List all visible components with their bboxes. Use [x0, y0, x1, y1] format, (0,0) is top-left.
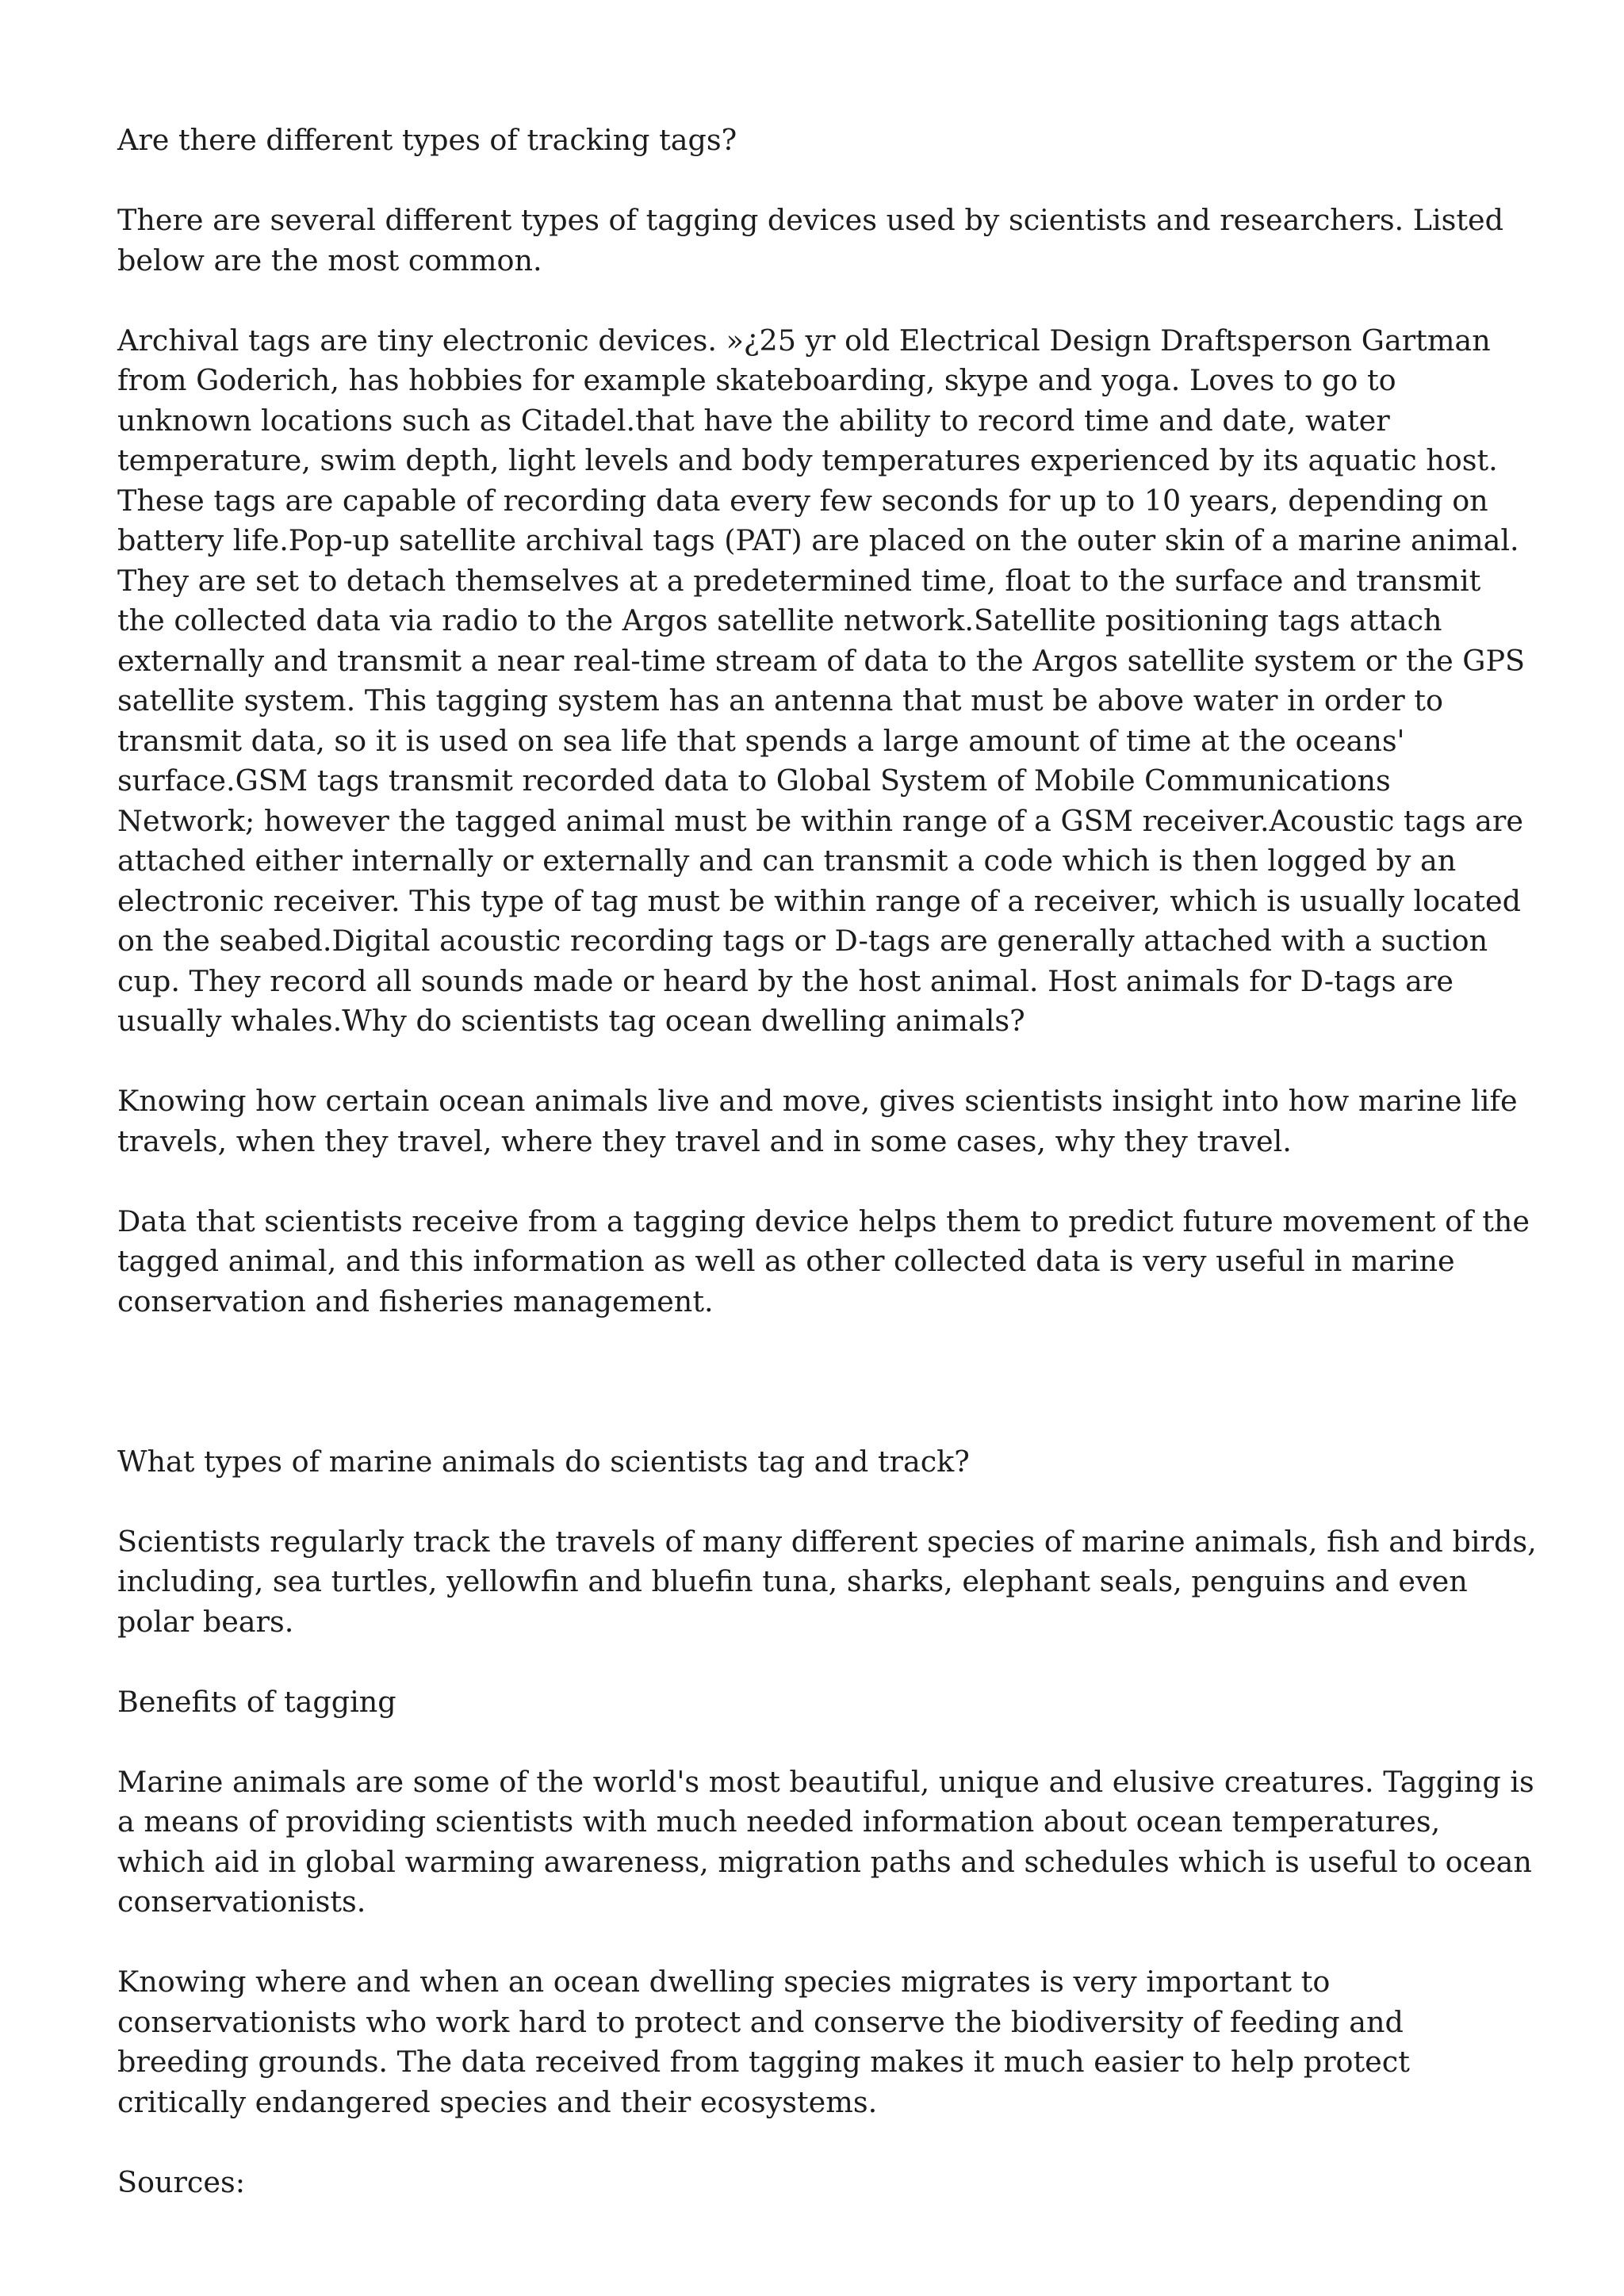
question-heading-tag-types: Are there different types of tracking tags?: [117, 123, 737, 157]
paragraph-data-usefulness: Data that scientists receive from a tagging device helps them to predict future movement of the tagged animal, and this information as well as other collected data is very useful in marine conservation and fisheries management.: [117, 1203, 1530, 1318]
paragraph-tag-types: Archival tags are tiny electronic devices. »¿25 yr old Electrical Design Draftsperson Gartman from Goderich, has hobbies for example skateboarding, skype and yoga. Loves to go to unknown locations such as Citadel.that have the ability to record time and date, water temperature, swim depth, light levels and body temperatures experienced by its aquatic host. These tags are capable of recording data every few seconds for up to 10 years, depending on battery life.Pop-up satellite archival tags (PAT) are placed on the outer skin of a marine animal. They are set to detach themselves at a predetermined time, float to the surface and transmit the collected data via radio to the Argos satellite network.Satellite positioning tags attach externally and transmit a near real-time stream of data to the Argos satellite system or the GPS satellite system. This tagging system has an antenna that must be above water in order to transmit data, so it is used on sea life that spends a large amount of time at the oceans' surface.GSM tags transmit recorded data to Global System of Mobile Communications Network; however the tagged animal must be within range of a GSM receiver.Acoustic tags are attached either internally or externally and can transmit a code which is then logged by an electronic receiver. This type of tag must be within range of a receiver, which is usually located on the seabed.Digital acoustic recording tags or D-tags are generally attached with a suction cup. They record all sounds made or heard by the host animal. Host animals for D-tags are usually whales.Why do scientists tag ocean dwelling animals?: [117, 323, 1526, 1038]
document-body: [117, 121, 1537, 2243]
paragraph-species: Scientists regularly track the travels of many different species of marine animals, fish and birds, including, sea turtles, yellowfin and bluefin tuna, sharks, elephant seals, penguins and even polar bears.: [117, 1524, 1537, 1639]
heading-benefits: Benefits of tagging: [117, 1684, 396, 1719]
paragraph-conservation: Knowing where and when an ocean dwelling species migrates is very important to conservationists who work hard to protect and conserve the biodiversity of feeding and breeding grounds. The data received from tagging makes it much easier to help protect critically endangered species and their ecosystems.: [117, 1965, 1410, 2119]
paragraph-intro: There are several different types of tagging devices used by scientists and researchers. Listed below are the most common.: [117, 203, 1504, 277]
paragraph-insight: Knowing how certain ocean animals live and move, gives scientists insight into how marine life travels, when they travel, where they travel and in some cases, why they travel.: [117, 1084, 1518, 1158]
question-heading-animals: What types of marine animals do scientists tag and track?: [117, 1444, 970, 1479]
sources-label: Sources:: [117, 2164, 246, 2199]
paragraph-benefits: Marine animals are some of the world's most beautiful, unique and elusive creatures. Tagging is a means of providing scientists with much needed information about ocean temperatures, which aid in global warming awareness, migration paths and schedules which is useful to ocean conservationists.: [117, 1764, 1534, 1919]
